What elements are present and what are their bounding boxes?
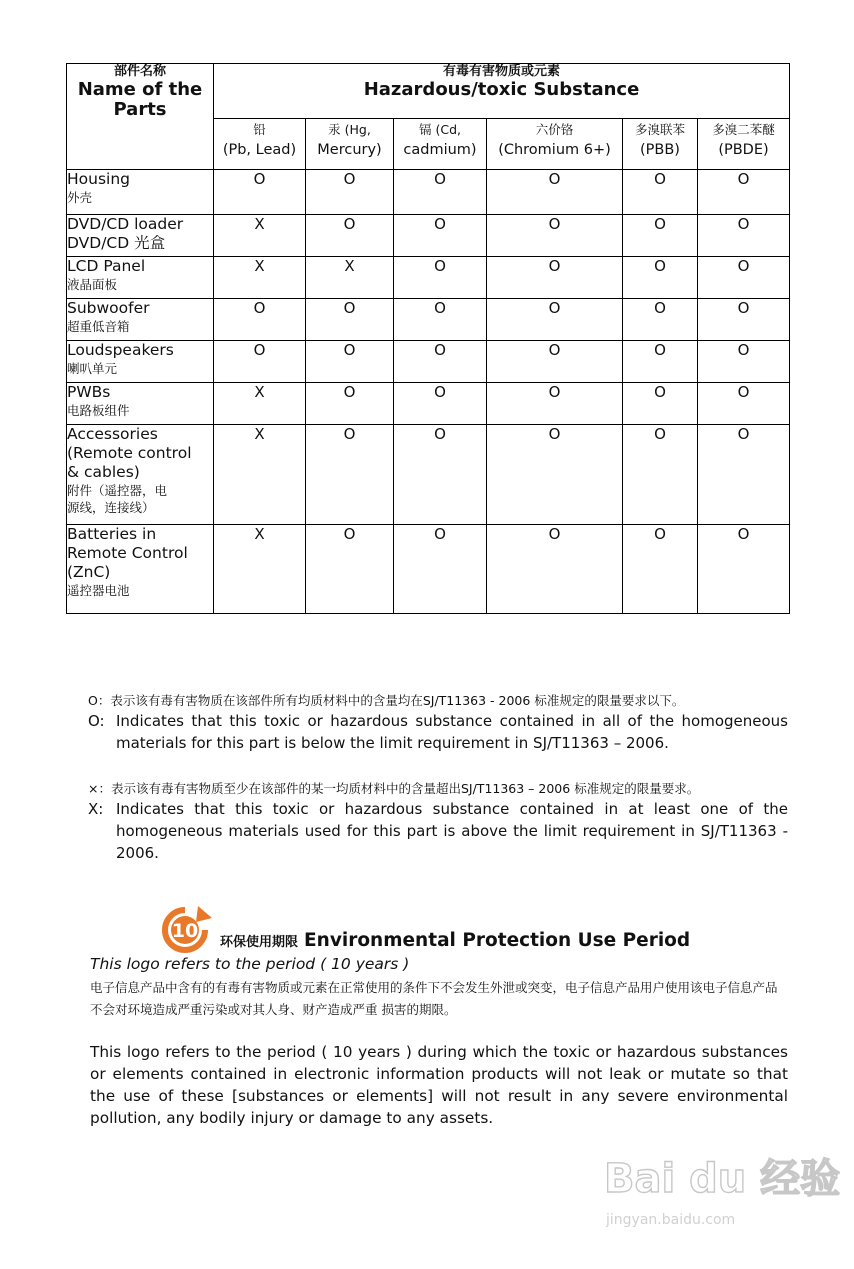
substance-mark: O — [623, 215, 698, 257]
substance-mark: O — [698, 525, 790, 614]
note-o — [88, 692, 788, 754]
part-name-en: (ZnC) — [67, 563, 111, 581]
table-row — [67, 215, 790, 257]
part-name-cn: 遥控器电池 — [67, 583, 130, 598]
substance-mark: X — [214, 525, 306, 614]
substance-mark: O — [698, 170, 790, 215]
part-name-en: DVD/CD 光盒 — [67, 234, 166, 252]
table-row — [67, 525, 790, 614]
substance-column-header — [214, 119, 306, 170]
part-name-cn: 外壳 — [67, 190, 93, 205]
substance-mark: X — [214, 257, 306, 299]
table-row — [67, 170, 790, 215]
substance-mark: O — [394, 341, 487, 383]
note-x — [88, 780, 788, 864]
epup-en-text: This logo refers to the period ( 10 years ) during which the toxic or hazardous substances or elements contained in electronic information products will not leak or mutate so that the use of these [substances or elements] will not result in any severe environmental pollution, any bodily injury or damage to any assets. — [90, 1043, 788, 1127]
substance-mark: O — [394, 299, 487, 341]
epup-10-logo-icon — [154, 904, 216, 956]
substance-mark: O — [394, 383, 487, 425]
note-o-symbol: O: — [88, 712, 105, 730]
column-header-cn: 多溴二苯醚 — [712, 122, 775, 137]
substance-mark: O — [394, 170, 487, 215]
column-header-en: (PBDE) — [718, 142, 769, 158]
parts-header — [67, 64, 214, 170]
part-name-cell — [67, 383, 214, 425]
substance-mark: O — [306, 341, 394, 383]
column-header-cn: 多溴联苯 — [634, 122, 685, 137]
substance-header-en: Hazardous/toxic Substance — [363, 79, 640, 100]
part-name-cn: 超重低音箱 — [67, 319, 130, 334]
part-name-en: PWBs — [67, 383, 111, 401]
substance-mark: O — [487, 170, 623, 215]
part-name-cell — [67, 215, 214, 257]
note-x-cn: ×：表示该有毒有害物质至少在该部件的某一均质材料中的含量超出SJ/T11363 – 2006 标准规定的限量要求。 — [88, 781, 700, 796]
substance-mark: O — [698, 425, 790, 525]
part-name-cell — [67, 257, 214, 299]
part-name-en: Housing — [67, 170, 131, 188]
table-row — [67, 425, 790, 525]
substance-mark: O — [623, 341, 698, 383]
table-row — [67, 257, 790, 299]
epup-subtitle: This logo refers to the period ( 10 years ) — [90, 955, 410, 973]
column-header-en: (Pb, Lead) — [222, 142, 297, 158]
parts-header-en-1: Name of the — [77, 79, 203, 100]
substance-mark: X — [214, 425, 306, 525]
part-name-en: (Remote control — [67, 444, 192, 462]
part-name-en: Batteries in — [67, 525, 157, 543]
substance-header — [214, 64, 790, 119]
substance-mark: X — [214, 215, 306, 257]
substance-mark: O — [623, 383, 698, 425]
column-header-en: (PBB) — [640, 142, 680, 158]
substance-mark: O — [487, 215, 623, 257]
part-name-en: & cables) — [67, 463, 140, 481]
substance-mark: X — [306, 257, 394, 299]
substance-mark: O — [394, 215, 487, 257]
substance-mark: O — [487, 299, 623, 341]
column-header-en: Mercury) — [317, 142, 382, 158]
substance-mark: O — [214, 299, 306, 341]
column-header-cn: 六价铬 — [535, 122, 574, 137]
substance-mark: O — [394, 525, 487, 614]
substance-mark: O — [306, 170, 394, 215]
substance-mark: O — [214, 341, 306, 383]
note-x-symbol: X: — [88, 800, 104, 818]
column-header-en: (Chromium 6+) — [498, 142, 611, 158]
epup-title-en: Environmental Protection Use Period — [304, 930, 691, 951]
substance-column-header — [394, 119, 487, 170]
part-name-cn: 电路板组件 — [67, 403, 130, 418]
substance-column-header — [698, 119, 790, 170]
watermark-url: jingyan.baidu.com — [606, 1212, 736, 1228]
column-header-cn: 汞 (Hg, — [328, 122, 371, 137]
substance-mark: O — [306, 299, 394, 341]
substance-mark: O — [698, 341, 790, 383]
note-x-en: Indicates that this toxic or hazardous substance contained in at least one of the homogeneous materials used for this part is above the limit requirement in SJ/T11363 - 2006. — [116, 800, 788, 862]
substance-mark: O — [623, 170, 698, 215]
substance-mark: O — [394, 425, 487, 525]
substance-mark: O — [214, 170, 306, 215]
note-o-cn: O：表示该有毒有害物质在该部件所有均质材料中的含量均在SJ/T11363 - 2006 标准规定的限量要求以下。 — [88, 693, 685, 708]
substance-mark: O — [487, 525, 623, 614]
watermark-brand: Bai du 经验 — [604, 1156, 841, 1202]
substance-column-header — [487, 119, 623, 170]
parts-header-en-2: Parts — [113, 99, 167, 120]
substance-mark: O — [487, 257, 623, 299]
substance-mark: O — [306, 525, 394, 614]
parts-header-cn: 部件名称 — [113, 64, 166, 79]
substance-mark: O — [623, 299, 698, 341]
substance-mark: O — [487, 341, 623, 383]
substance-mark: O — [306, 425, 394, 525]
table-row — [67, 383, 790, 425]
part-name-en: Remote Control — [67, 544, 188, 562]
epup-cn-text: 电子信息产品中含有的有毒有害物质或元素在正常使用的条件下不会发生外泄或突变，电子信息产品用户使用该电子信息产品不会对环境造成严重污染或对其人身、财产造成严重 损害的期限。 — [90, 980, 778, 1017]
substance-mark: O — [623, 425, 698, 525]
substance-mark: O — [394, 257, 487, 299]
logo-number: 10 — [171, 920, 199, 942]
table-row — [67, 341, 790, 383]
substance-mark: O — [306, 215, 394, 257]
substance-header-cn: 有毒有害物质或元素 — [443, 64, 561, 79]
part-name-cn: 源线，连接线） — [67, 500, 155, 515]
part-name-cn: 附件（遥控器，电 — [67, 483, 168, 498]
part-name-en: LCD Panel — [67, 257, 146, 275]
part-name-en: Loudspeakers — [67, 341, 174, 359]
substance-mark: O — [306, 383, 394, 425]
substance-column-header — [306, 119, 394, 170]
substance-column-header — [623, 119, 698, 170]
column-header-cn: 铅 — [253, 122, 266, 137]
substance-mark: X — [214, 383, 306, 425]
substance-mark: O — [623, 257, 698, 299]
column-header-cn: 镉 (Cd, — [419, 122, 461, 137]
substance-mark: O — [698, 215, 790, 257]
part-name-cell — [67, 170, 214, 215]
substance-mark: O — [698, 299, 790, 341]
substance-mark: O — [487, 383, 623, 425]
part-name-en: Accessories — [67, 425, 158, 443]
substance-mark: O — [487, 425, 623, 525]
substance-mark: O — [623, 525, 698, 614]
column-header-en: cadmium) — [403, 142, 477, 158]
part-name-cn: 喇叭单元 — [67, 361, 118, 376]
epup-title — [220, 930, 690, 951]
hazardous-substance-table — [66, 63, 790, 614]
note-o-en: Indicates that this toxic or hazardous substance contained in all of the homogeneous materials for this part is below the limit requirement in SJ/T11363 – 2006. — [116, 712, 788, 752]
part-name-cell — [67, 299, 214, 341]
part-name-cell — [67, 425, 214, 525]
part-name-en: DVD/CD loader — [67, 215, 184, 233]
baidu-jingyan-watermark — [600, 1140, 841, 1230]
substance-mark: O — [698, 257, 790, 299]
part-name-cn: 液晶面板 — [67, 277, 118, 292]
part-name-en: Subwoofer — [67, 299, 150, 317]
part-name-cell — [67, 525, 214, 614]
table-row — [67, 299, 790, 341]
epup-title-cn: 环保使用期限 — [220, 935, 299, 950]
substance-mark: O — [698, 383, 790, 425]
part-name-cell — [67, 341, 214, 383]
